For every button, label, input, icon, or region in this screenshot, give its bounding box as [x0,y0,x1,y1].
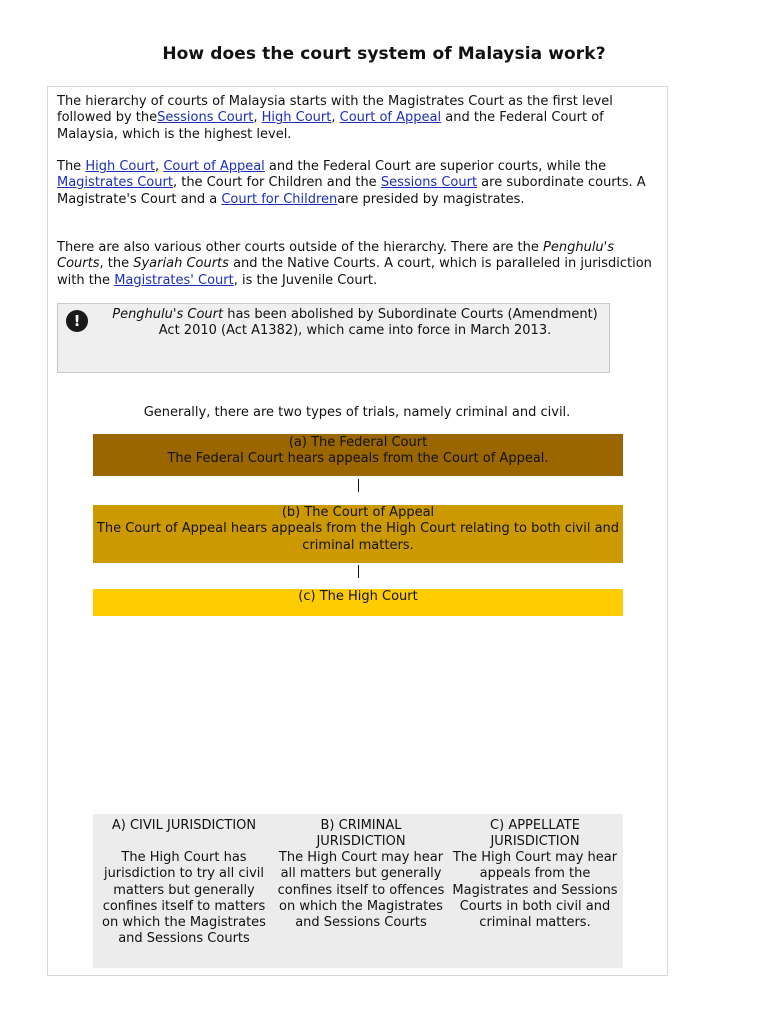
emphasis-syariah: Syariah Courts [133,256,229,272]
paragraph-text: The hierarchy of courts of Malaysia starts with the Magistrates Court as the first level followed by the [57,94,613,126]
high-court-box [93,589,623,616]
link-court-of-appeal[interactable]: Court of Appeal [339,110,442,126]
intro-paragraph [57,94,662,143]
link-sessions-court[interactable]: Sessions Court [380,175,478,191]
link-court-of-appeal[interactable]: Court of Appeal [163,159,265,174]
high-court-heading: (c) The High Court [298,589,418,604]
link-high-court[interactable]: High Court [85,159,156,174]
paragraph-text: and the Native Courts. A court, which is paralleled in jurisdiction with the [57,256,652,288]
criminal-jurisdiction-column [276,818,446,931]
federal-court-heading: (a) The Federal Court [288,435,428,450]
appellate-jurisdiction-body: The High Court may hear appeals from the Magistrates and Sessions Courts in both civil and criminal matters. [452,850,618,931]
civil-jurisdiction-column [99,818,269,948]
paragraph-text: , the Court for Children and the [172,175,381,191]
federal-court-box [93,434,623,476]
superior-courts-paragraph [57,159,662,208]
page-title: How does the court system of Malaysia work? [162,44,606,64]
hierarchy-connector [358,565,359,578]
court-of-appeal-box [93,505,623,563]
criminal-jurisdiction-body: The High Court may hear all matters but generally confines itself to offences on which the Magistrates and Sessions Courts [277,850,445,931]
link-sessions-court[interactable]: Sessions Court [157,110,254,126]
criminal-jurisdiction-heading: B) CRIMINAL JURISDICTION [316,818,406,850]
paragraph-text: and the Federal Court are superior courts, while the [264,159,607,174]
appellate-jurisdiction-column [450,818,620,931]
exclamation-icon: ! [66,310,88,332]
separator: , [253,110,262,126]
court-of-appeal-description: The Court of Appeal hears appeals from the High Court relating to both civil and criminal matters. [96,521,620,553]
paragraph-text: and the Federal Court of Malaysia, which is the highest level. [57,110,604,142]
separator: , [155,159,164,174]
link-court-for-children[interactable]: Court for Children [221,191,338,207]
emphasis-penghulu: Penghulu's Courts [57,240,615,272]
appellate-jurisdiction-heading: C) APPELLATE JURISDICTION [490,818,580,850]
trials-intro: Generally, there are two types of trials, namely criminal and civil. [143,405,571,420]
hierarchy-connector [358,479,359,492]
civil-jurisdiction-heading: A) CIVIL JURISDICTION [111,818,257,833]
notice-text [100,307,610,340]
link-magistrates-court[interactable]: Magistrates' Court [114,272,234,288]
paragraph-text: are subordinate courts. A Magistrate's Court and a [57,175,646,207]
paragraph-text: The [57,159,86,174]
court-of-appeal-heading: (b) The Court of Appeal [281,505,435,520]
link-high-court[interactable]: High Court [261,110,332,126]
paragraph-text: , the [99,256,134,272]
paragraph-text: , is the Juvenile Court. [233,272,378,288]
paragraph-text: There are also various other courts outside of the hierarchy. There are the [57,240,544,255]
paragraph-text: are presided by magistrates. [337,191,525,207]
emphasis-penghulu: Penghulu's Court [112,307,224,322]
separator: , [331,110,340,126]
other-courts-paragraph [57,240,662,289]
civil-jurisdiction-body: The High Court has jurisdiction to try all civil matters but generally confines itself to matters on which the Magistrates and Sessions Courts [102,850,266,947]
link-magistrates-court[interactable]: Magistrates Court [57,175,173,191]
notice-body: has been abolished by Subordinate Courts (Amendment) Act 2010 (Act A1382), which came into force in March 2013. [158,307,598,339]
federal-court-description: The Federal Court hears appeals from the Court of Appeal. [167,451,549,467]
